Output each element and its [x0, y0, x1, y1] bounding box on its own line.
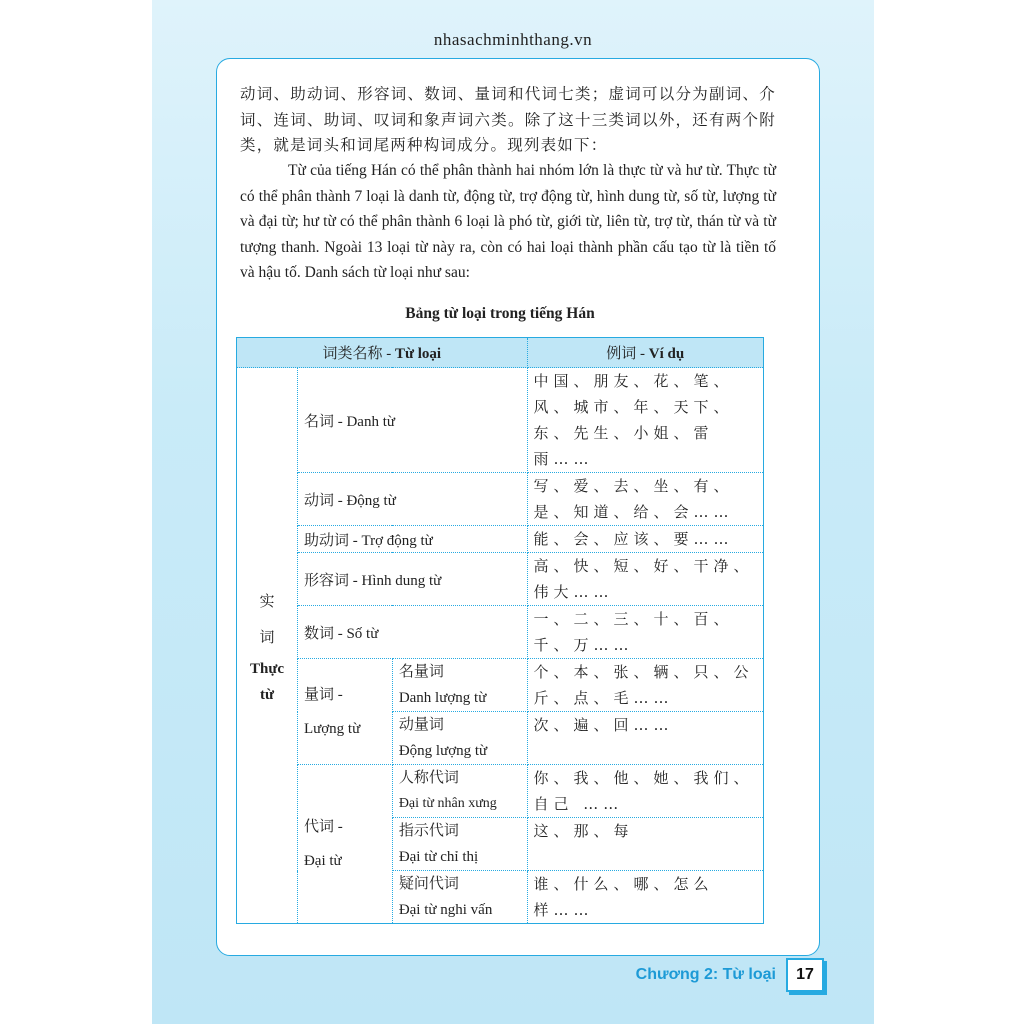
row-examples: 谁、什么、哪、怎么样…… — [527, 871, 763, 924]
row-examples: 个、本、张、辆、只、公斤、点、毛…… — [527, 659, 763, 712]
row-name: 形容词 - Hình dung từ — [297, 553, 527, 606]
header-left-vi: Từ loại — [394, 346, 442, 362]
sub-name — [392, 659, 527, 712]
sub-vi: Động lượng từ — [398, 743, 488, 759]
pronoun-cell — [297, 765, 392, 924]
table-row — [237, 553, 764, 606]
group-zh-1: 实 — [259, 593, 275, 610]
sub-zh: 名量词 — [398, 664, 444, 680]
table-row — [237, 473, 764, 526]
sub-name — [392, 765, 527, 818]
sub-zh: 动量词 — [398, 717, 444, 733]
sub-zh: 人称代词 — [398, 770, 459, 786]
row-name: 动词 - Động từ — [297, 473, 527, 526]
row-examples: 次、遍、回…… — [527, 712, 763, 765]
sub-vi: Đại từ nghi vấn — [398, 902, 493, 918]
header-right-vi: Ví dụ — [648, 346, 685, 362]
row-examples: 高、快、短、好、干净、伟大…… — [527, 553, 763, 606]
row-examples: 一、二、三、十、百、千、万…… — [527, 606, 763, 659]
row-name: 助动词 - Trợ động từ — [297, 526, 527, 553]
table-row — [237, 368, 764, 473]
measure-zh: 量词 - — [303, 686, 343, 703]
row-examples: 这、那、每 — [527, 818, 763, 871]
row-name: 数词 - Số từ — [297, 606, 527, 659]
sub-vi: Đại từ chỉ thị — [398, 849, 479, 865]
table-row — [237, 765, 764, 818]
vietnamese-paragraph — [240, 158, 776, 286]
site-watermark: nhasachminhthang.vn — [433, 30, 593, 49]
chinese-paragraph — [240, 82, 776, 159]
group-content-words — [237, 368, 298, 924]
group-zh-2: 词 — [259, 629, 275, 646]
table-header-row — [237, 338, 764, 368]
row-examples: 能、会、应该、要…… — [527, 526, 763, 553]
pronoun-zh: 代词 - — [303, 819, 343, 835]
sub-name — [392, 712, 527, 765]
row-name: 名词 - Danh từ — [297, 368, 527, 473]
header-left-zh: 词类名称 - — [322, 346, 395, 362]
table-title: Bảng từ loại trong tiếng Hán — [405, 305, 595, 322]
header-right-zh: 例词 - — [606, 346, 649, 362]
chinese-text: 动词、助动词、形容词、数词、量词和代词七类；虚词可以分为副词、介词、连词、助词、叹词和象声词六类。除了这十三类词以外，还有两个附类，就是词头和词尾两种构词成分。现列表如下： — [240, 85, 776, 154]
header-examples — [527, 338, 763, 368]
sub-vi: Danh lượng từ — [398, 690, 487, 706]
word-class-table — [236, 337, 764, 924]
page-number: 17 — [786, 958, 824, 992]
sub-zh: 指示代词 — [398, 823, 459, 839]
sub-name — [392, 871, 527, 924]
measure-word-cell — [297, 659, 392, 765]
sub-name — [392, 818, 527, 871]
row-examples: 写、爱、去、坐、有、是、知道、给、会…… — [527, 473, 763, 526]
table-row — [237, 659, 764, 712]
vietnamese-text: Từ của tiếng Hán có thể phân thành hai nhóm lớn là thực từ và hư từ. Thực từ có thể phân thành 7 loại là danh từ, động từ, trợ động từ, hình dung từ, số từ, lượng từ và đại từ; hư từ có thể phân thành 6 loại là phó từ, giới từ, liên từ, trợ từ, thán từ và từ tượng thanh. Ngoài 13 loại từ này ra, còn có hai loại thành phần cấu tạo từ là tiền tố và hậu tố. Danh sách từ loại như sau: — [240, 162, 776, 281]
sub-vi: Đại từ nhân xưng — [398, 796, 497, 811]
sub-zh: 疑问代词 — [398, 876, 459, 892]
row-examples: 你、我、他、她、我们、自己 …… — [527, 765, 763, 818]
pronoun-vi: Đại từ — [303, 853, 342, 869]
row-examples: 中国、朋友、花、笔、风、城市、年、天下、东、先生、小姐、雷雨…… — [527, 368, 763, 473]
group-vi: Thực từ — [249, 660, 284, 703]
header-word-class — [237, 338, 528, 368]
table-row — [237, 606, 764, 659]
measure-vi: Lượng từ — [303, 720, 361, 737]
chapter-label: Chương 2: Từ loại — [635, 966, 776, 983]
table-row — [237, 526, 764, 553]
